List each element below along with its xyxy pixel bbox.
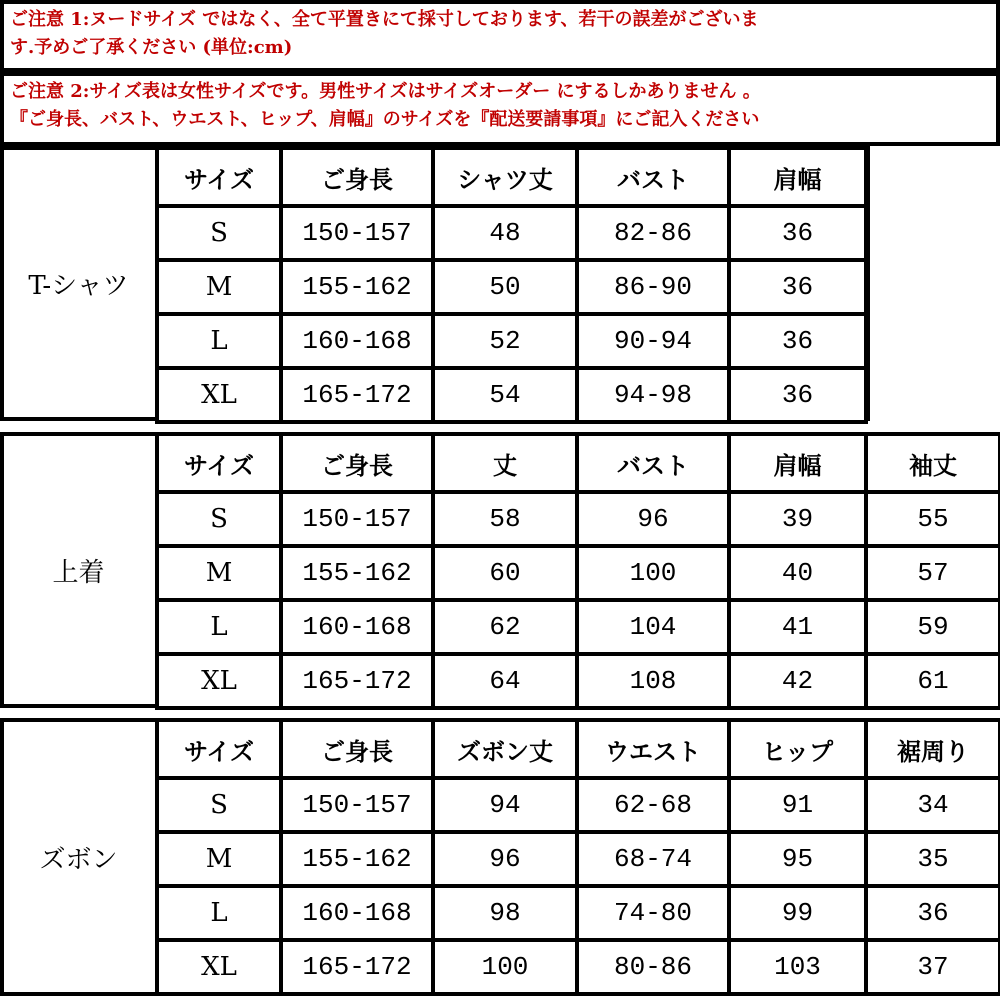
table-cell: 100 (431, 938, 579, 996)
table-cell: L (155, 884, 283, 942)
table-cell: 57 (864, 544, 1000, 602)
category-label: T-シャツ (28, 271, 129, 301)
table-cell: 108 (575, 652, 731, 710)
table-cell: 36 (864, 884, 1000, 942)
table-cell: 98 (431, 884, 579, 942)
column-header: 裾周り (864, 718, 1000, 780)
category-label: 上着 (52, 557, 105, 588)
table-cell: XL (155, 938, 283, 996)
table-cell: 155-162 (279, 830, 435, 888)
column-header: 袖丈 (864, 432, 1000, 494)
table-cell: 86-90 (575, 258, 731, 316)
table-cell: 94-98 (575, 366, 731, 424)
table-cell: 165-172 (279, 652, 435, 710)
column-header: サイズ (155, 718, 283, 780)
table-cell: 80-86 (575, 938, 731, 996)
table-cell: 58 (431, 490, 579, 548)
table-cell: 36 (727, 366, 868, 424)
column-header: バスト (575, 146, 731, 208)
table-cell: M (155, 544, 283, 602)
column-header: ズボン丈 (431, 718, 579, 780)
table-cell: 160-168 (279, 312, 435, 370)
table-cell: 35 (864, 830, 1000, 888)
column-header: ご身長 (279, 718, 435, 780)
table-cell: 37 (864, 938, 1000, 996)
column-header: ご身長 (279, 146, 435, 208)
column-header: 肩幅 (727, 146, 868, 208)
table-cell: 150-157 (279, 204, 435, 262)
table-cell: 55 (864, 490, 1000, 548)
table-cell: 36 (727, 204, 868, 262)
column-header: シャツ丈 (431, 146, 579, 208)
table-cell: 62-68 (575, 776, 731, 834)
table-cell: 90-94 (575, 312, 731, 370)
column-header: 肩幅 (727, 432, 868, 494)
column-header: 丈 (431, 432, 579, 494)
column-header: サイズ (155, 146, 283, 208)
table-cell: 36 (727, 258, 868, 316)
table-cell: 82-86 (575, 204, 731, 262)
column-header: サイズ (155, 432, 283, 494)
table-cell: 34 (864, 776, 1000, 834)
table-cell: 96 (431, 830, 579, 888)
table-cell: 68-74 (575, 830, 731, 888)
notice-2 (0, 72, 1000, 146)
table-cell: 99 (727, 884, 868, 942)
table-cell: XL (155, 366, 283, 424)
table-cell: 155-162 (279, 258, 435, 316)
table-cell: 160-168 (279, 598, 435, 656)
table-cell: 42 (727, 652, 868, 710)
table-cell: 64 (431, 652, 579, 710)
table-cell: 41 (727, 598, 868, 656)
table-cell: 96 (575, 490, 731, 548)
table-cell: 36 (727, 312, 868, 370)
table-cell: XL (155, 652, 283, 710)
table-cell: 160-168 (279, 884, 435, 942)
table-cell: L (155, 312, 283, 370)
table-cell: 91 (727, 776, 868, 834)
table-cell: 100 (575, 544, 731, 602)
table-cell: 62 (431, 598, 579, 656)
table-cell: 95 (727, 830, 868, 888)
column-header: ヒップ (727, 718, 868, 780)
notice-2-line-2: 『ご身長、バスト、ウエスト、ヒップ、肩幅』のサイズを『配送要請事項』にご記入ください (10, 109, 760, 130)
column-header: ウエスト (575, 718, 731, 780)
table-cell: S (155, 776, 283, 834)
notice-1-line-1: ご注意 1:ヌードサイズ ではなく、全て平置きにて採寸しております、若干の誤差がございま (10, 9, 759, 30)
table-cell: M (155, 830, 283, 888)
table-cell: 60 (431, 544, 579, 602)
table-cell: 48 (431, 204, 579, 262)
table-cell: 52 (431, 312, 579, 370)
table-cell: 165-172 (279, 938, 435, 996)
notice-2-line-1: ご注意 2:サイズ表は女性サイズです。男性サイズはサイズオーダー にするしかありません 。 (10, 81, 761, 102)
column-header: バスト (575, 432, 731, 494)
table-cell: 40 (727, 544, 868, 602)
table-cell: 59 (864, 598, 1000, 656)
table-cell: 103 (727, 938, 868, 996)
table-cell: 150-157 (279, 490, 435, 548)
notice-1 (0, 0, 1000, 72)
column-header: ご身長 (279, 432, 435, 494)
table-cell: 74-80 (575, 884, 731, 942)
table-cell: 94 (431, 776, 579, 834)
table-cell: M (155, 258, 283, 316)
table-cell: 155-162 (279, 544, 435, 602)
table-cell: 54 (431, 366, 579, 424)
table-cell: 165-172 (279, 366, 435, 424)
notice-1-line-2: す.予めご了承ください (単位:cm) (10, 37, 293, 58)
table-cell: 150-157 (279, 776, 435, 834)
table-cell: 39 (727, 490, 868, 548)
table-cell: 50 (431, 258, 579, 316)
table-cell: 104 (575, 598, 731, 656)
table-cell: S (155, 204, 283, 262)
table-cell: S (155, 490, 283, 548)
category-label: ズボン (39, 844, 118, 875)
table-cell: L (155, 598, 283, 656)
table-cell: 61 (864, 652, 1000, 710)
